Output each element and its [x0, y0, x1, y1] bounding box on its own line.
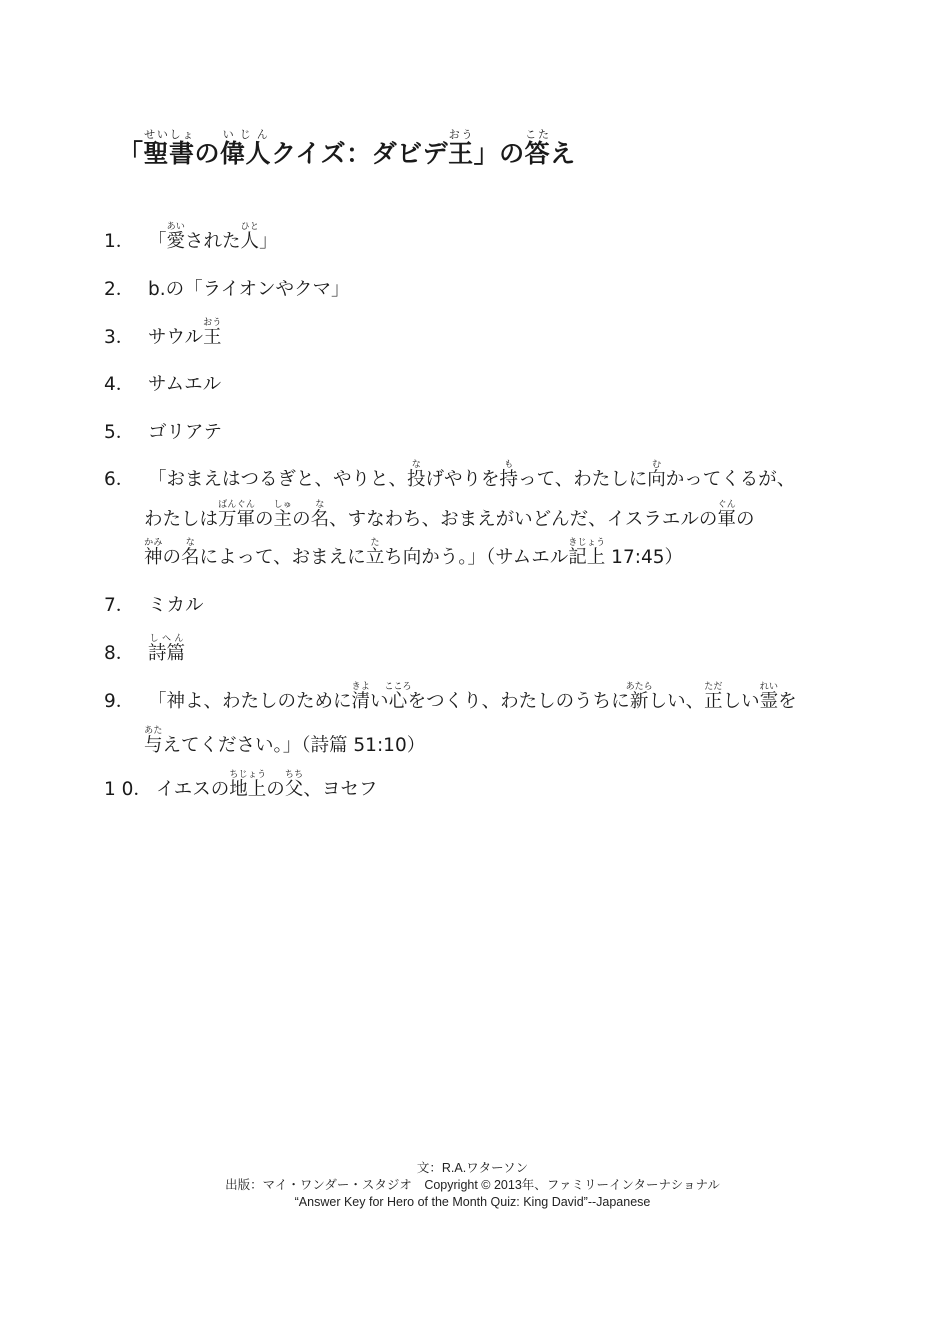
answer-number: 1 0．	[104, 779, 152, 800]
footer	[0, 1160, 945, 1211]
answer-1: 1． 「愛あいされた人ひと」	[104, 222, 278, 262]
footer-publisher: 出版：マイ・ワンダー・スタジオ Copyright © 2013年、ファミリーインターナショナル	[225, 1178, 720, 1192]
answer-text: b.の「ライオンやクマ」	[148, 279, 350, 300]
answer-5	[104, 413, 222, 453]
title-word-kotae: 答こた	[524, 128, 551, 168]
answer-number: 2．	[104, 279, 135, 300]
answer-number: 3．	[104, 327, 135, 348]
answer-9: 9． 「神よ、わたしのために清きよい心こころをつくり、わたしのうちに新あたらしい、正ただしい霊れいを	[104, 682, 797, 722]
answer-number: 8．	[104, 643, 135, 664]
answer-10: 1 0． イエスの地上ちじょうの父ちち、ヨセフ	[104, 770, 377, 810]
answer-number: 7．	[104, 595, 135, 616]
title-open-bracket: 「	[118, 139, 144, 168]
answer-text: ミカル	[148, 595, 204, 616]
footer-english-title: “Answer Key for Hero of the Month Quiz: King David”--Japanese	[294, 1195, 651, 1209]
answer-3: 3． サウル王おう	[104, 318, 221, 358]
answer-6: 6． 「おまえはつるぎと、やりと、投なげやりを持もって、わたしに向むかってくるが、	[104, 460, 795, 500]
answer-6-line-2: わたしは万軍ばんぐんの主しゅの名な、すなわち、おまえがいどんだ、イスラエルの軍ぐんの	[144, 500, 755, 530]
answer-number: 1．	[104, 231, 135, 252]
answer-number: 9．	[104, 691, 135, 712]
answer-text: サムエル	[148, 374, 222, 395]
answer-number: 6．	[104, 469, 135, 490]
answer-8: 8． 詩篇しへん	[104, 634, 185, 674]
title-end: え	[550, 139, 576, 168]
page-title	[118, 128, 576, 176]
title-quiz: クイズ：ダビデ	[271, 139, 449, 168]
title-word-ou: 王おう	[448, 128, 474, 168]
answer-2	[104, 270, 350, 310]
answer-6-line-3: 神かみの名なによって、おまえに立たち向かう。」（サムエル記上きじょう 17:45）	[144, 538, 683, 568]
title-word-ijin: 偉人いじん	[220, 128, 272, 168]
answer-number: 5．	[104, 422, 135, 443]
title-close: 」の	[473, 139, 525, 168]
answer-9-line-2: 与あたえてください。」（詩篇 51:10）	[144, 726, 426, 756]
title-word-seisho: 聖書せいしょ	[143, 128, 195, 168]
answer-number: 4．	[104, 374, 135, 395]
footer-author: 文：R.A.ワターソン	[416, 1161, 529, 1175]
answer-text: ゴリアテ	[148, 422, 223, 443]
answer-4	[104, 365, 221, 405]
answer-7	[104, 586, 204, 626]
title-particle: の	[194, 139, 221, 168]
